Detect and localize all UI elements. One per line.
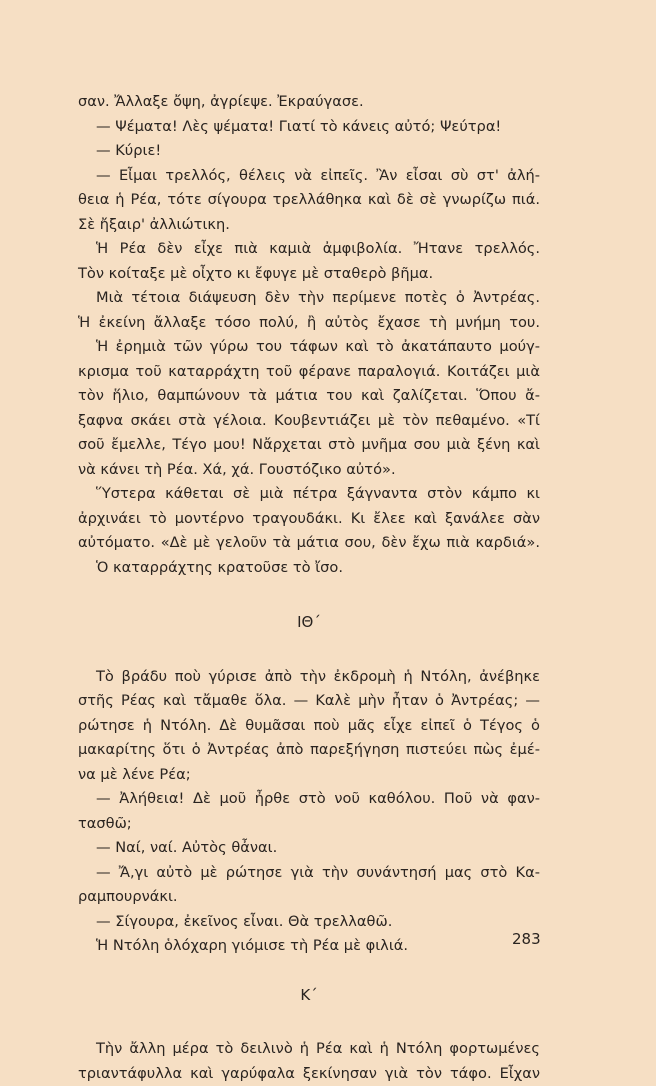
text-line: τασθῶ;	[78, 812, 540, 837]
text-line: Τὸ βράδυ ποὺ γύρισε ἀπὸ τὴν ἐκδρομὴ ἡ Ντόλη, ἀνέβηκε	[78, 665, 540, 690]
text-line: στῆς Ρέας καὶ τἄμαθε ὅλα. — Καλὲ μὴν ἦταν ὁ Ἀντρέας; —	[78, 689, 540, 714]
page-number: 283	[512, 930, 541, 948]
text-line: Ἡ ἐκείνη ἄλλαξε τόσο πολύ, ἢ αὐτὸς ἔχασε τὴ μνήμη του.	[78, 311, 540, 336]
text-line: τριαντάφυλλα καὶ γαρύφαλα ξεκίνησαν γιὰ τὸν τάφο. Εἶχαν	[78, 1062, 540, 1086]
chapter-heading: Κ΄	[78, 983, 540, 1008]
text-line: — Ἀλήθεια! Δὲ μοῦ ἦρθε στὸ νοῦ καθόλου. Ποῦ νὰ φαν-	[78, 787, 540, 812]
text-line: ξαφνα σκάει στὰ γέλοια. Κουβεντιάζει μὲ τὸν πεθαμένο. «Τί	[78, 409, 540, 434]
chapter-heading: ΙΘ΄	[78, 610, 540, 635]
text-line: σοῦ ἔμελλε, Τέγο μου! Νἄρχεται στὸ μνῆμα σου μιὰ ξένη καὶ	[78, 433, 540, 458]
text-line: θεια ἡ Ρέα, τότε σίγουρα τρελλάθηκα καὶ δὲ σὲ γνωρίζω πιά.	[78, 188, 540, 213]
text-line: κρισμα τοῦ καταρράχτη τοῦ φέρανε παραλογιά. Κοιτάζει μιὰ	[78, 360, 540, 385]
text-line: — Εἶμαι τρελλός, θέλεις νὰ εἰπεῖς. Ἂν εἶσαι σὺ στ' ἀλή-	[78, 164, 540, 189]
text-line: Ἡ Ρέα δὲν εἶχε πιὰ καμιὰ ἀμφιβολία. Ἤτανε τρελλός.	[78, 237, 540, 262]
text-line: ραμπουρνάκι.	[78, 885, 540, 910]
page-text	[78, 90, 540, 1086]
text-line: Ἡ Ντόλη ὁλόχαρη γιόμισε τὴ Ρέα μὲ φιλιά.	[78, 934, 540, 959]
text-line: ρώτησε ἡ Ντόλη. Δὲ θυμᾶσαι ποὺ μᾶς εἶχε εἰπεῖ ὁ Τέγος ὁ	[78, 714, 540, 739]
text-line: Ὕστερα κάθεται σὲ μιὰ πέτρα ξάγναντα στὸν κάμπο κι	[78, 482, 540, 507]
text-line: Ὁ καταρράχτης κρατοῦσε τὸ ἴσο.	[78, 556, 540, 581]
text-line: αὐτόματο. «Δὲ μὲ γελοῦν τὰ μάτια σου, δὲν ἔχω πιὰ καρδιά».	[78, 531, 540, 556]
text-line: νὰ κάνει τὴ Ρέα. Χά, χά. Γουστόζικο αὐτό».	[78, 458, 540, 483]
text-line: μακαρίτης ὅτι ὁ Ἀντρέας ἀπὸ παρεξήγηση πιστεύει πὼς ἐμέ-	[78, 738, 540, 763]
text-line: — Σίγουρα, ἐκεῖνος εἶναι. Θὰ τρελλαθῶ.	[78, 910, 540, 935]
text-line: — Ναί, ναί. Αὐτὸς θἆναι.	[78, 836, 540, 861]
text-line: τὸν ἥλιο, θαμπώνουν τὰ μάτια του καὶ ζαλίζεται. Ὅπου ἄ-	[78, 384, 540, 409]
text-line: να μὲ λένε Ρέα;	[78, 763, 540, 788]
text-line: Τὸν κοίταξε μὲ οἶχτο κι ἔφυγε μὲ σταθερὸ βῆμα.	[78, 262, 540, 287]
text-line: Τὴν ἄλλη μέρα τὸ δειλινὸ ἡ Ρέα καὶ ἡ Ντόλη φορτωμένες	[78, 1037, 540, 1062]
text-line: ἀρχινάει τὸ μοντέρνο τραγουδάκι. Κι ἔλεε καὶ ξανάλεε σὰν	[78, 507, 540, 532]
text-line: Σὲ ἤξαιρ' ἀλλιώτικη.	[78, 213, 540, 238]
text-line: — Κύριε!	[78, 139, 540, 164]
text-line: Μιὰ τέτοια διάψευση δὲν τὴν περίμενε ποτὲς ὁ Ἀντρέας.	[78, 286, 540, 311]
text-line: Ἡ ἐρημιὰ τῶν γύρω του τάφων καὶ τὸ ἀκατάπαυτο μούγ-	[78, 335, 540, 360]
text-line: — Ἄ,γι αὐτὸ μὲ ρώτησε γιὰ τὴν συνάντησή μας στὸ Κα-	[78, 861, 540, 886]
text-line: — Ψέματα! Λὲς ψέματα! Γιατί τὸ κάνεις αὐτό; Ψεύτρα!	[78, 115, 540, 140]
text-line: σαν. Ἄλλαξε ὄψη, ἀγρίεψε. Ἐκραύγασε.	[78, 90, 540, 115]
